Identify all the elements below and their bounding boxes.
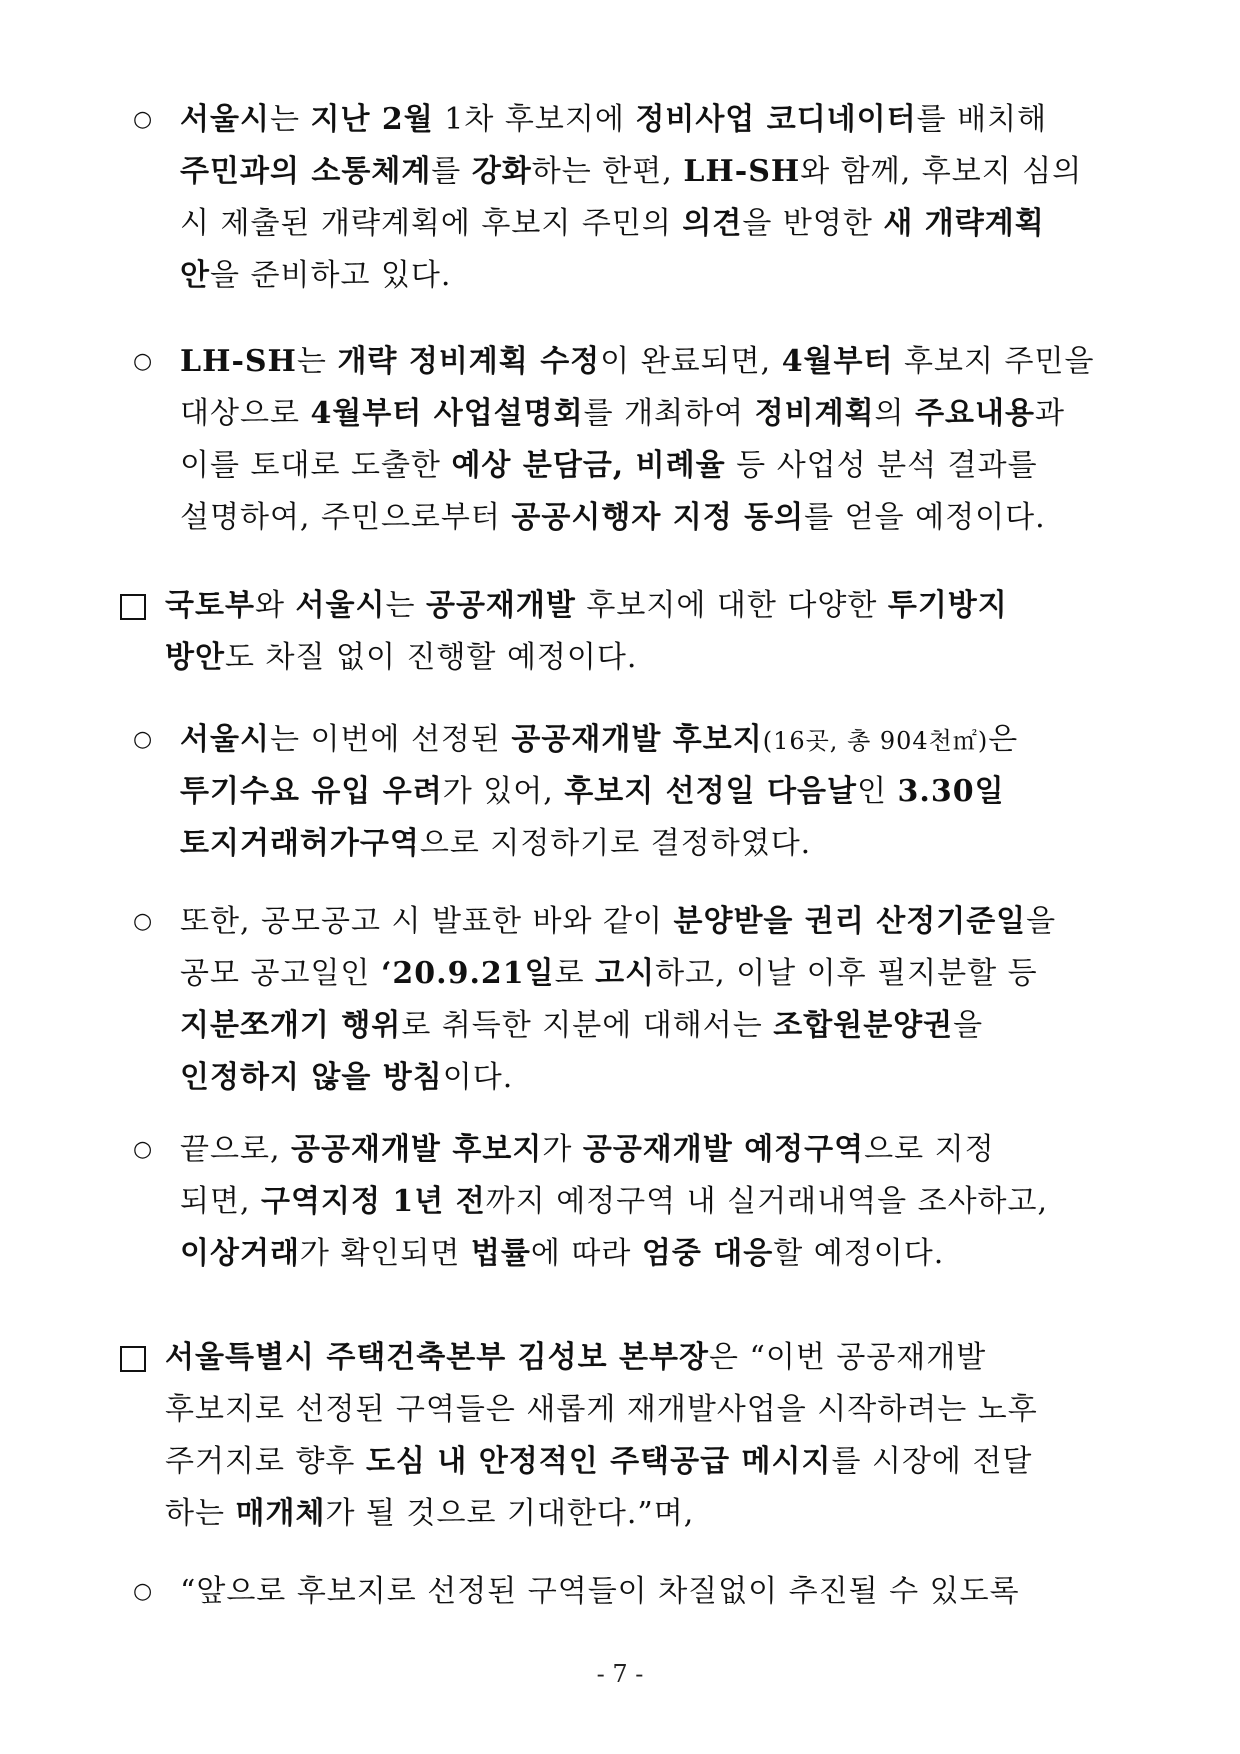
circle-bullet-icon: ○ [133, 107, 153, 132]
text-line [180, 766, 1120, 818]
bold-text: 4월부터 사업설명회 [310, 396, 584, 431]
text-run: 도 차질 없이 진행할 예정이다. [224, 640, 638, 675]
text-run: 후보지 주민을 [893, 344, 1095, 379]
text-run: 으로 지정하기로 결정하였다. [419, 826, 812, 861]
text-run: 가 [542, 1132, 583, 1167]
bold-text: 도심 내 안정적인 주택공급 메시지 [365, 1444, 832, 1479]
bold-text: 투기방지 [887, 588, 1008, 623]
bold-text: 개략 정비계획 수정 [337, 344, 601, 379]
text-line [180, 1176, 1120, 1228]
text-run: 인 [857, 774, 898, 809]
text-run: 대상으로 [180, 396, 311, 431]
text-run: 은 “이번 공공재개발 [709, 1340, 987, 1375]
text-run: 가 될 것으로 기대한다.”며, [325, 1496, 695, 1531]
circle-bullet-icon: ○ [133, 349, 153, 374]
bold-text: 방안 [165, 640, 225, 675]
bold-text: 새 개략계획 [883, 206, 1045, 241]
bold-text: 투기수요 유입 우려 [180, 774, 443, 809]
text-line [180, 1000, 1120, 1052]
paragraph [180, 714, 1120, 870]
bold-text: 의견 [682, 206, 743, 241]
paragraph [180, 336, 1120, 544]
text-run: 후보지에 대한 다양한 [575, 588, 888, 623]
text-run: 을 [953, 1008, 984, 1043]
text-run: 를 시장에 전달 [831, 1444, 1033, 1479]
text-run: 는 [385, 588, 426, 623]
bold-text: 공공재개발 [425, 588, 576, 623]
text-line [165, 1436, 1115, 1488]
text-run: 는 [296, 344, 338, 379]
circle-bullet-icon: ○ [133, 1137, 153, 1162]
bold-text: 공공시행자 지정 동의 [511, 500, 805, 535]
text-run: 로 [554, 956, 596, 991]
text-run: 으로 지정 [864, 1132, 995, 1167]
text-run: 1차 후보지에 [433, 102, 636, 137]
square-bullet-icon [120, 1346, 146, 1372]
bold-text: 국토부 [165, 588, 255, 623]
text-run: 는 이번에 선정된 [269, 722, 512, 757]
text-run: 주거지로 향후 [165, 1444, 366, 1479]
text-run: 가 있어, [442, 774, 565, 809]
bold-text: 4월부터 [781, 344, 894, 379]
bold-text: 공공재개발 후보지 [511, 722, 763, 757]
paragraph [180, 896, 1120, 1104]
bold-text: 분양받을 권리 산정기준일 [673, 904, 1027, 939]
text-run: 하는 [165, 1496, 236, 1531]
bold-text: 3.30일 [897, 774, 1005, 809]
text-run: 등 사업성 분석 결과를 [725, 448, 1038, 483]
text-line [180, 94, 1120, 146]
text-run: 하는 한편, [531, 154, 684, 189]
bold-text: LH-SH [683, 154, 801, 189]
bold-text: 고시 [595, 956, 656, 991]
bold-text: LH-SH [180, 344, 297, 379]
text-run: 이 완료되면, [600, 344, 782, 379]
bold-text: 공공재개발 후보지 [291, 1132, 543, 1167]
bold-text: 주요내용 [915, 396, 1035, 431]
text-line [180, 714, 1120, 766]
text-run: 이를 토대로 도출한 [180, 448, 452, 483]
text-run: 까지 예정구역 내 실거래내역을 조사하고, [485, 1184, 1049, 1219]
text-run: 설명하여, 주민으로부터 [180, 500, 512, 535]
bold-text: 후보지 선정일 다음날 [564, 774, 858, 809]
paragraph [180, 1124, 1120, 1280]
text-line [180, 1566, 1120, 1618]
bold-text: 법률 [470, 1236, 531, 1271]
text-line [180, 440, 1120, 492]
bold-text: ‘20.9.21일 [380, 956, 555, 991]
bold-text: 정비계획 [754, 396, 875, 431]
text-line [180, 818, 1120, 870]
text-run: 은 [988, 722, 1019, 757]
text-run: 이다. [442, 1060, 514, 1095]
text-line [180, 146, 1120, 198]
text-line [165, 1488, 1115, 1540]
bold-text: 엄중 대응 [641, 1236, 774, 1271]
text-run: 에 따라 [530, 1236, 642, 1271]
bold-text: 소통체계 [311, 154, 432, 189]
circle-bullet-icon: ○ [133, 727, 153, 752]
text-line [180, 1124, 1120, 1176]
bold-text: 예상 분담금, 비례율 [451, 448, 726, 483]
text-run: 를 개최하여 [583, 396, 755, 431]
text-run: 를 얻을 예정이다. [804, 500, 1046, 535]
text-run: (16곳, 총 904천㎡) [762, 727, 989, 755]
bold-text: 안 [180, 258, 210, 293]
bold-text: 조합원분양권 [773, 1008, 954, 1043]
bold-text: 서울시 [180, 102, 270, 137]
text-run: 로 취득한 지분에 대해서는 [401, 1008, 774, 1043]
bold-text: 지난 2월 [310, 102, 434, 137]
paragraph [165, 1332, 1115, 1540]
text-line [165, 1332, 1115, 1384]
bold-text: 이상거래 [180, 1236, 300, 1271]
bold-text: 주민과의 [180, 154, 312, 189]
text-run: 하고, 이날 이후 필지분할 등 [655, 956, 1038, 991]
paragraph [165, 580, 1115, 684]
paragraph [180, 94, 1120, 302]
text-run: 또한, 공모공고 시 발표한 바와 같이 [180, 904, 674, 939]
text-run: 와 [254, 588, 296, 623]
text-run: 끝으로, [180, 1132, 292, 1167]
text-run: 할 예정이다. [773, 1236, 945, 1271]
bold-text: 서울특별시 주택건축본부 김성보 본부장 [165, 1340, 709, 1375]
bold-text: 토지거래허가구역 [180, 826, 420, 861]
text-run: 공모 공고일인 [180, 956, 381, 991]
text-run: 와 함께, 후보지 심의 [800, 154, 1083, 189]
text-line [180, 1228, 1120, 1280]
text-run: 가 확인되면 [299, 1236, 471, 1271]
text-line [165, 1384, 1115, 1436]
text-line [180, 492, 1120, 544]
text-line [165, 632, 1115, 684]
text-run: 를 [431, 154, 472, 189]
bold-text: 공공재개발 예정구역 [582, 1132, 865, 1167]
square-bullet-icon [120, 594, 146, 620]
bold-text: 강화 [471, 154, 532, 189]
bold-text: 구역지정 1년 전 [261, 1184, 486, 1219]
circle-bullet-icon: ○ [133, 1579, 153, 1604]
text-run: “앞으로 후보지로 선정된 구역들이 차질없이 추진될 수 있도록 [180, 1574, 1020, 1609]
paragraph [180, 1566, 1120, 1618]
text-run: 되면, [180, 1184, 262, 1219]
text-line [180, 896, 1120, 948]
text-line [180, 1052, 1120, 1104]
text-line [180, 388, 1120, 440]
bold-text: 지분쪼개기 행위 [180, 1008, 402, 1043]
text-run: 과 [1035, 396, 1065, 431]
bold-text: 인정하지 않을 방침 [180, 1060, 443, 1095]
text-run: 후보지로 선정된 구역들은 새롭게 재개발사업을 시작하려는 노후 [165, 1392, 1038, 1427]
text-run: 는 [269, 102, 311, 137]
text-run: 을 [1026, 904, 1057, 939]
bold-text: 정비사업 코디네이터 [635, 102, 917, 137]
text-run: 을 준비하고 있다. [209, 258, 452, 293]
bold-text: 서울시 [295, 588, 386, 623]
page-number: - 7 - [596, 1660, 644, 1688]
text-run: 을 반영한 [742, 206, 884, 241]
text-run: 시 제출된 개략계획에 후보지 주민의 [180, 206, 683, 241]
bold-text: 매개체 [235, 1496, 326, 1531]
bold-text: 서울시 [180, 722, 270, 757]
circle-bullet-icon: ○ [133, 909, 153, 934]
text-run: 를 배치해 [916, 102, 1048, 137]
text-line [180, 336, 1120, 388]
text-line [165, 580, 1115, 632]
text-line [180, 198, 1120, 250]
text-run: 의 [874, 396, 916, 431]
text-line [180, 250, 1120, 302]
text-line [180, 948, 1120, 1000]
